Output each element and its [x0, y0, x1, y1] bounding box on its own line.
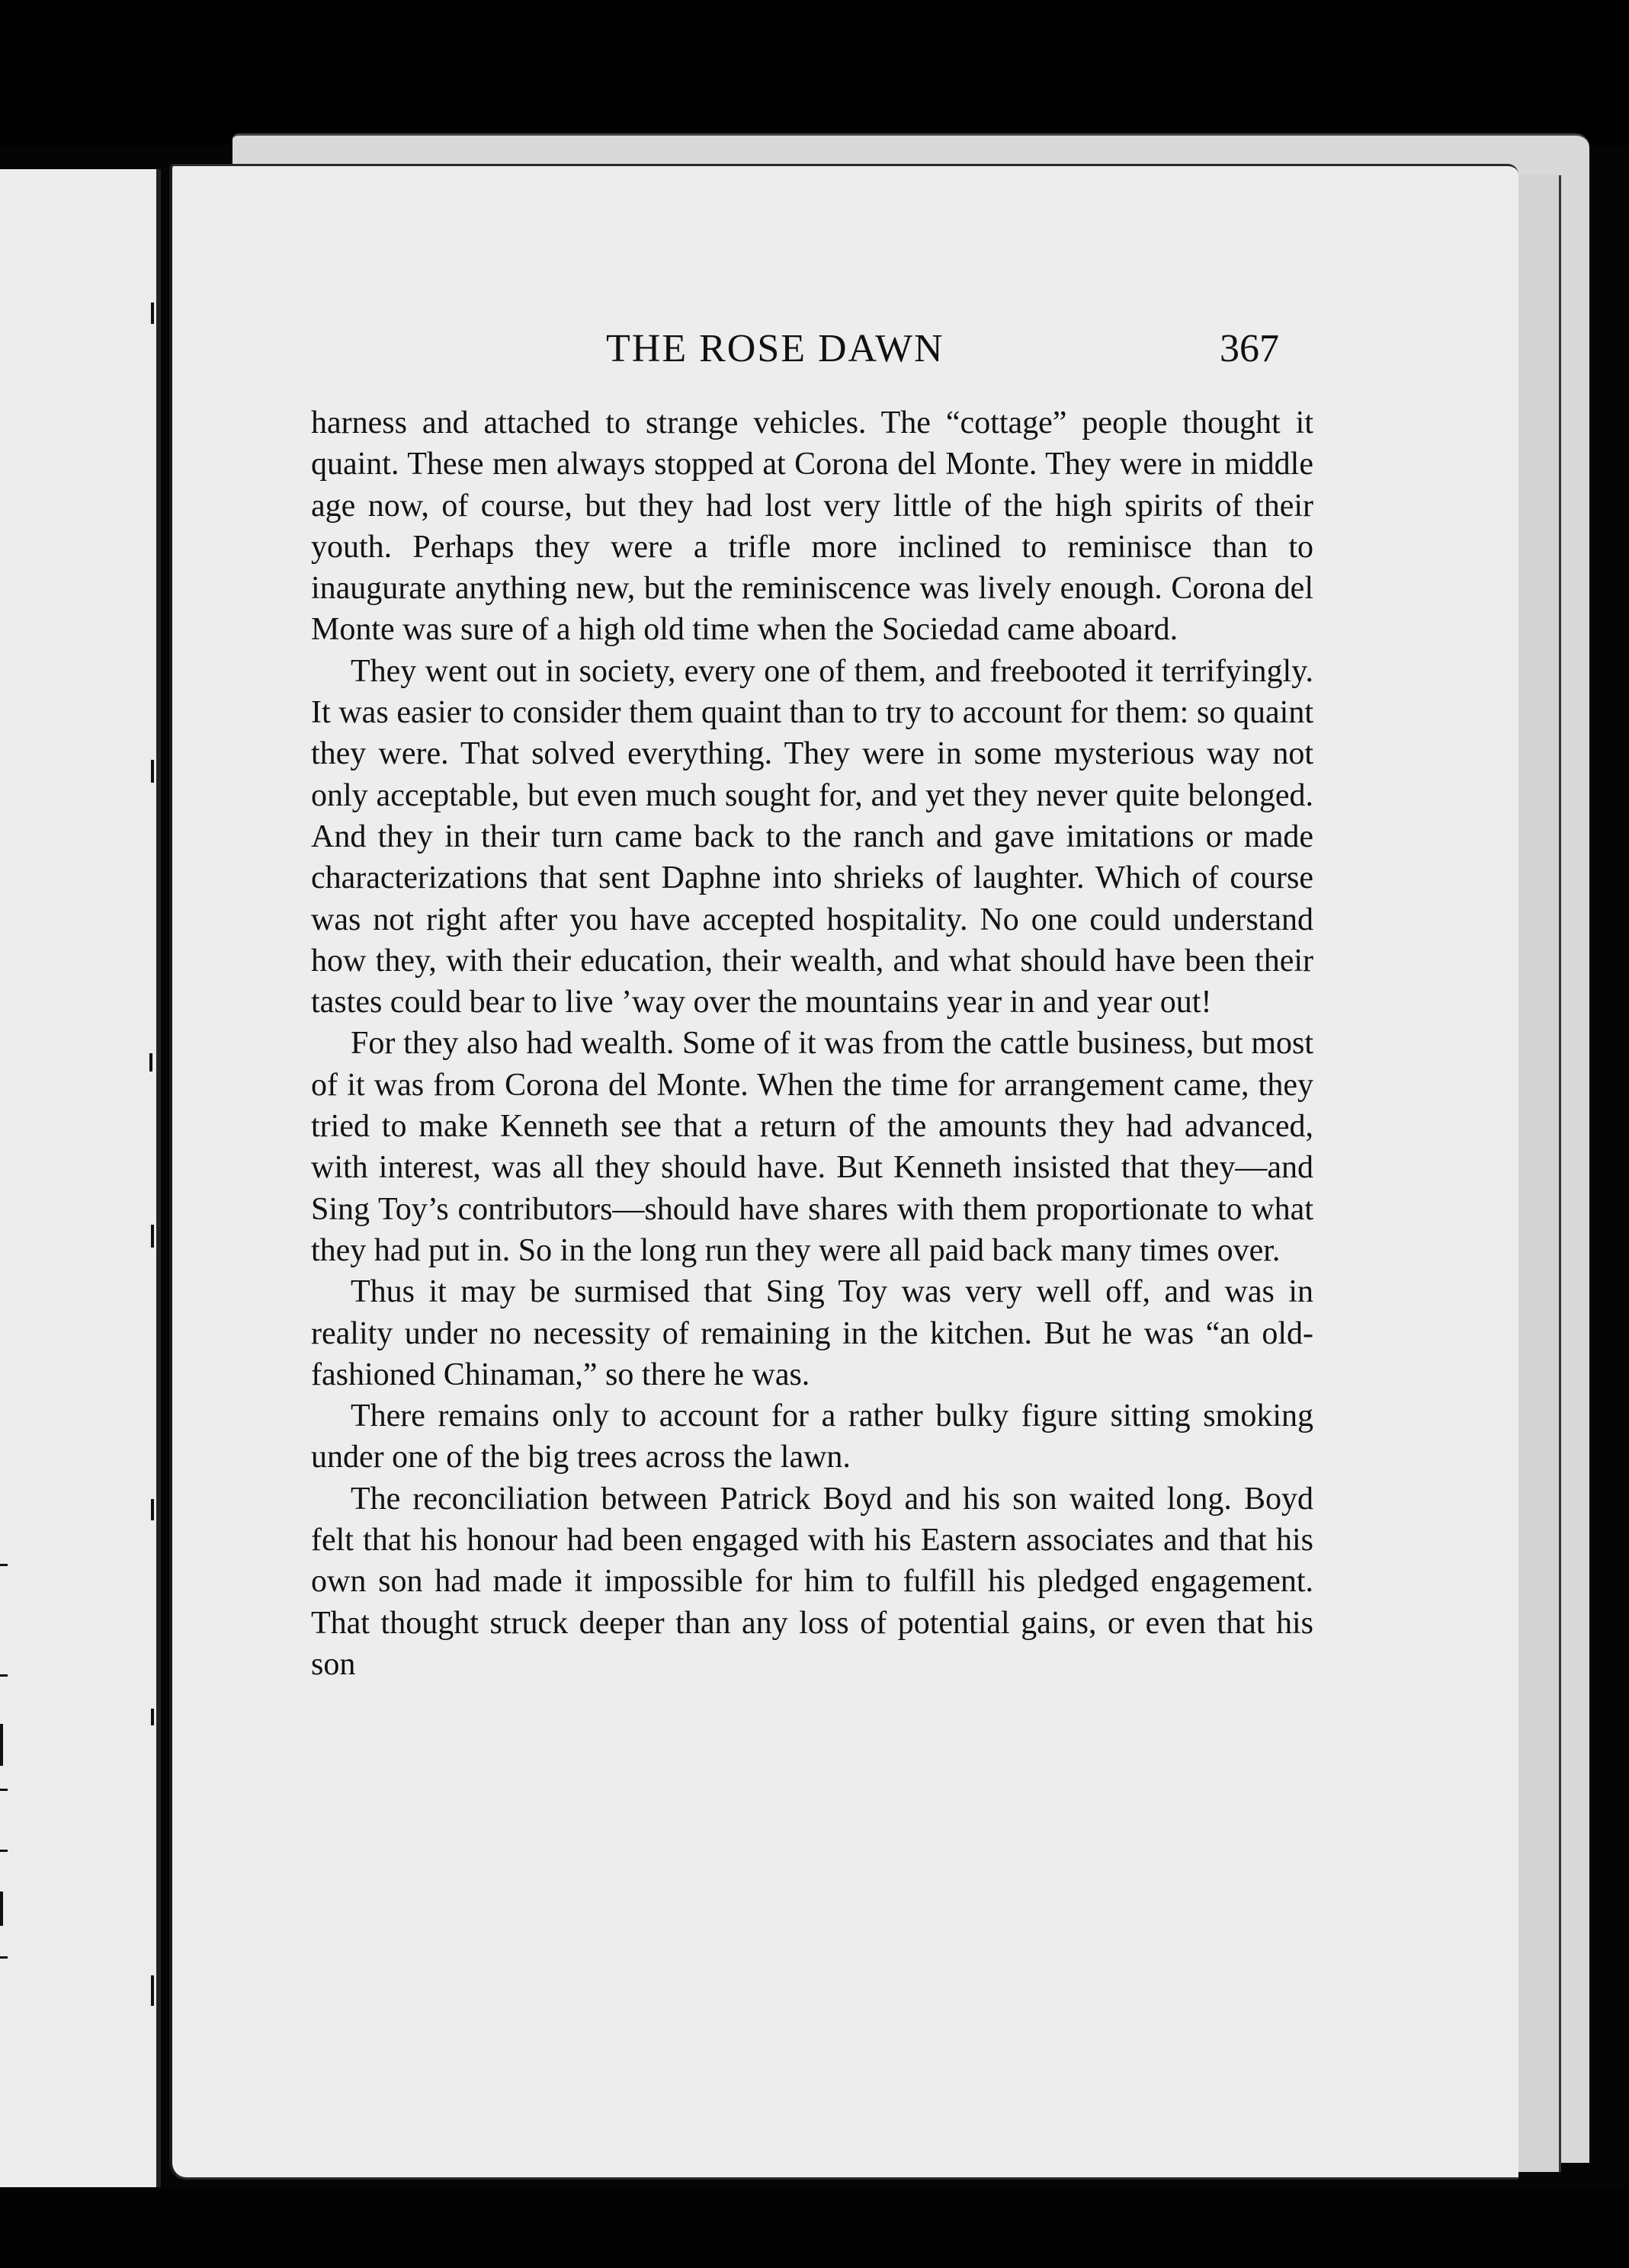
- facing-page-margin: [0, 169, 161, 2189]
- margin-mark: [151, 1975, 154, 2006]
- scan-top-border: [0, 0, 1629, 145]
- paragraph: harness and attached to strange vehicles. The “cottage” people thought it quaint. These men always stopped at Corona del Monte. They were in middle age now, of course, but they had lost very little of the high spirits of their youth. Perhaps they were a trifle more inclined to reminisce than to inaugurate anything new, but the reminiscence was lively enough. Corona del Monte was sure of a high old time when the Sociedad came aboard.: [311, 405, 1313, 648]
- scan-bottom-border: [0, 2187, 1629, 2268]
- margin-tick: [0, 1674, 8, 1677]
- paragraph: There remains only to account for a rather bulky figure sitting smoking under one of the big trees across the lawn.: [311, 1398, 1313, 1475]
- margin-mark: [151, 303, 154, 324]
- margin-tick: [0, 1564, 8, 1566]
- margin-mark: [151, 1709, 154, 1725]
- page-fore-edge: [1513, 175, 1561, 2172]
- paragraph: Thus it may be surmised that Sing Toy was very well off, and was in reality under no necessity of remaining in the kitchen. But he was “an old-fashioned Chinaman,” so there he was.: [311, 1274, 1313, 1392]
- margin-tick: [0, 1850, 8, 1852]
- margin-mark: [151, 1225, 154, 1248]
- margin-tick: [0, 1956, 8, 1959]
- paragraph: The reconciliation between Patrick Boyd and his son waited long. Boyd felt that his honour had been engaged with his Eastern associates and that his own son had made it impossible for him to fulfill his pledged engagement. That thought struck deeper than any loss of potential gains, or even that his son: [311, 1481, 1313, 1682]
- margin-tick: [0, 1789, 8, 1791]
- paragraph: For they also had wealth. Some of it was from the cattle business, but most of it was from Corona del Monte. When the time for arrangement came, they tried to make Kenneth see that a return of the amounts they had advanced, with interest, was all they should have. But Kenneth insisted that they—and Sing Toy’s contributors—should have shares with them proportionate to what they had put in. So in the long run they were all paid back many times over.: [311, 1026, 1313, 1268]
- margin-mark: [151, 1499, 154, 1520]
- paragraph: They went out in society, every one of them, and freebooted it terrifyingly. It was easier to consider them quaint than to try to account for them: so quaint they were. That solved everything. They were in some mysterious way not only acceptable, but even much sought for, and yet they never quite belonged. And they in their turn came back to the ranch and gave imitations or made characterizations that sent Daphne into shrieks of laughter. Which of course was not right after you have accepted hospitality. No one could understand how they, with their education, their wealth, and what should have been their tastes could bear to live ’way over the mountains year in and year out!: [311, 653, 1313, 1020]
- margin-mark: [149, 1053, 152, 1072]
- page-number: 367: [1220, 327, 1279, 370]
- margin-mark: [0, 1724, 3, 1766]
- margin-mark: [0, 1892, 3, 1926]
- running-header: [0, 326, 1629, 380]
- body-text: [311, 402, 1313, 1685]
- margin-mark: [151, 760, 154, 783]
- running-title: THE ROSE DAWN: [606, 327, 944, 370]
